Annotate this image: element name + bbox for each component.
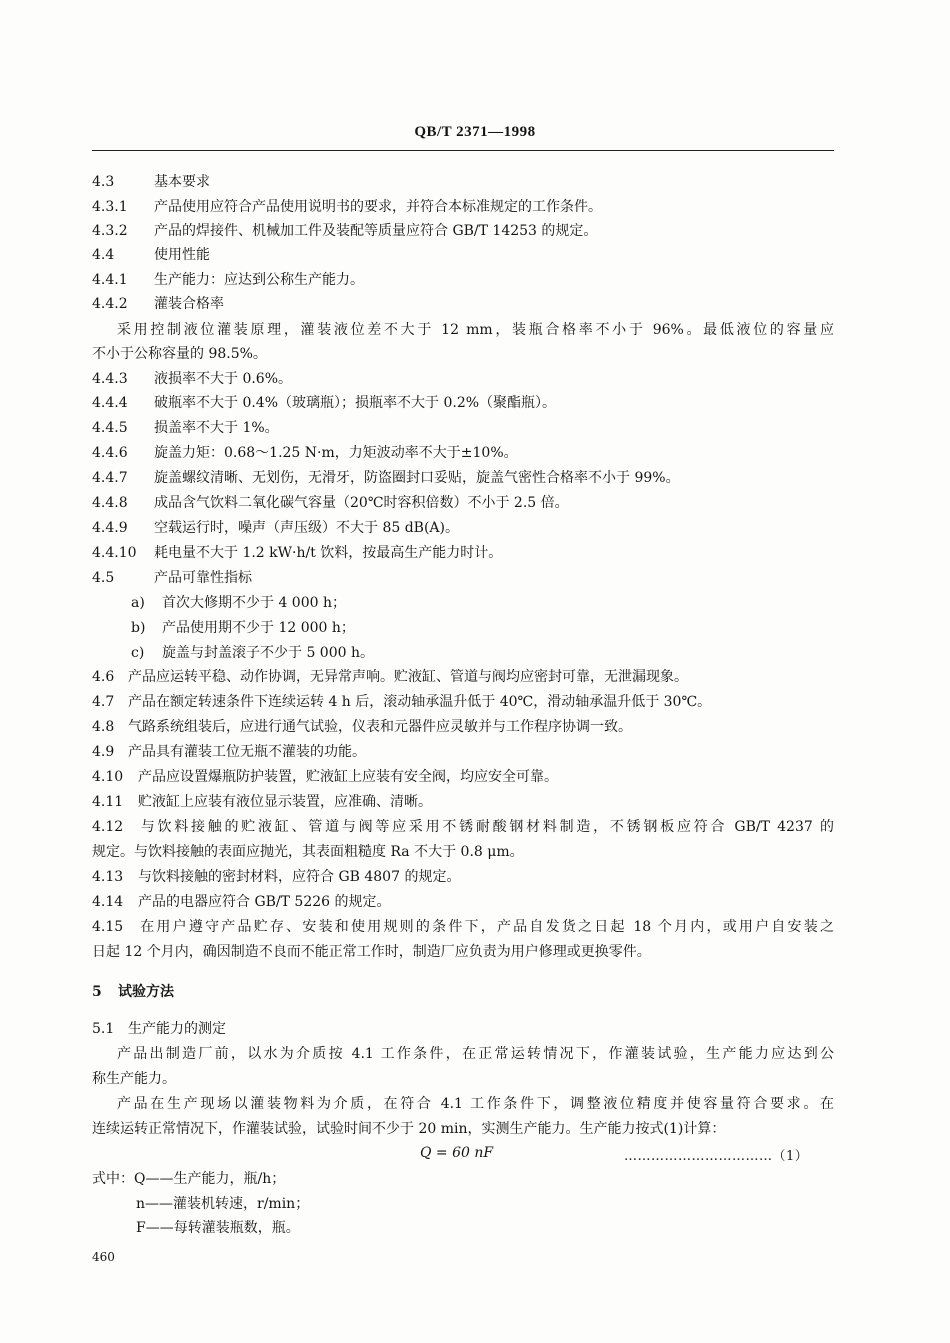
clause-4-6: 4.6 产品应运转平稳、动作协调，无异常声响。贮液缸、管道与阀均应密封可靠，无泄漏现象。 (92, 669, 688, 685)
clause-4-11: 4.11 贮液缸上应装有液位显示装置，应准确、清晰。 (92, 794, 432, 810)
clause-4-15: 4.15 在用户遵守产品贮存、安装和使用规则的条件下，产品自发货之日起 18 个月内，或用户自安装之 (92, 919, 834, 935)
clause-4-4-7: 4.4.7 旋盖螺纹清晰、无划伤，无滑牙，防盗圈封口妥贴，旋盖气密性合格率不小于 99%。 (92, 470, 680, 486)
clause-4-9: 4.9 产品具有灌装工位无瓶不灌装的功能。 (92, 744, 366, 760)
clause-4-14: 4.14 产品的电器应符合 GB/T 5226 的规定。 (92, 894, 391, 910)
clause-5-1-para2: 产品在生产现场以灌装物料为介质，在符合 4.1 工作条件下，调整液位精度并使容量符合要求。在 (117, 1096, 834, 1112)
equation-number: （1） (772, 1149, 809, 1164)
clause-4-13: 4.13 与饮料接触的密封材料，应符合 GB 4807 的规定。 (92, 869, 461, 885)
clause-4-4-6: 4.4.6 旋盖力矩：0.68～1.25 N·m，力矩波动率不大于±10%。 (92, 445, 518, 461)
header-rule (92, 150, 834, 151)
clause-4-4: 4.4 使用性能 (92, 247, 210, 263)
definition-f: F——每转灌装瓶数，瓶。 (136, 1220, 300, 1236)
clause-4-4-2-body: 采用控制液位灌装原理，灌装液位差不大于 12 mm，装瓶合格率不小于 96%。最低液位的容量应 (117, 322, 834, 338)
definition-q: 式中：Q——生产能力，瓶/h； (92, 1171, 286, 1187)
clause-4-12: 4.12 与饮料接触的贮液缸、管道与阀等应采用不锈耐酸钢材料制造，不锈钢板应符合 GB/T 4237 的 (92, 819, 834, 835)
section-5-heading: 5 试验方法 (92, 984, 174, 1000)
clause-4-7: 4.7 产品在额定转速条件下连续运转 4 h 后，滚动轴承温升低于 40℃，滑动轴承温升低于 30℃。 (92, 694, 712, 710)
standard-code-header: QB/T 2371—1998 (414, 124, 536, 140)
definition-n: n——灌装机转速，r/min； (136, 1196, 310, 1212)
clause-5-1-para1-cont: 称生产能力。 (92, 1071, 176, 1087)
clause-4-3-2: 4.3.2 产品的焊接件、机械加工件及装配等质量应符合 GB/T 14253 的规定。 (92, 223, 598, 239)
list-item-b: b) 产品使用期不少于 12 000 h； (131, 620, 355, 636)
clause-4-3-1: 4.3.1 产品使用应符合产品使用说明书的要求，并符合本标准规定的工作条件。 (92, 199, 602, 215)
clause-4-4-5: 4.4.5 损盖率不大于 1%。 (92, 420, 279, 436)
clause-4-4-4: 4.4.4 破瓶率不大于 0.4%（玻璃瓶）；损瓶率不大于 0.2%（聚酯瓶）。 (92, 395, 557, 411)
equation-formula: Q = 60 nF (420, 1145, 494, 1161)
clause-4-4-8: 4.4.8 成品含气饮料二氧化碳气容量（20℃时容积倍数）不小于 2.5 倍。 (92, 495, 569, 511)
list-item-a: a) 首次大修期不少于 4 000 h； (131, 595, 346, 611)
list-item-c: c) 旋盖与封盖滚子不少于 5 000 h。 (131, 645, 374, 661)
clause-4-15-cont: 日起 12 个月内，确因制造不良而不能正常工作时，制造厂应负责为用户修理或更换零件。 (92, 944, 651, 960)
clause-4-4-9: 4.4.9 空载运行时，噪声（声压级）不大于 85 dB(A)。 (92, 520, 459, 536)
clause-5-1: 5.1 生产能力的测定 (92, 1021, 226, 1037)
clause-4-4-1: 4.4.1 生产能力：应达到公称生产能力。 (92, 272, 364, 288)
clause-4-8: 4.8 气路系统组装后，应进行通气试验，仪表和元器件应灵敏并与工作程序协调一致。 (92, 719, 632, 735)
clause-4-4-10: 4.4.10 耗电量不大于 1.2 kW·h/t 饮料，按最高生产能力时计。 (92, 545, 503, 561)
clause-4-3: 4.3 基本要求 (92, 174, 210, 190)
clause-4-4-3: 4.4.3 液损率不大于 0.6%。 (92, 371, 293, 387)
clause-5-1-para2-cont: 连续运转正常情况下，作灌装试验，试验时间不少于 20 min，实测生产能力。生产能力按式(1)计算： (92, 1121, 726, 1137)
clause-4-12-cont: 规定。与饮料接触的表面应抛光，其表面粗糙度 Ra 不大于 0.8 μm。 (92, 844, 524, 860)
clause-5-1-para1: 产品出制造厂前，以水为介质按 4.1 工作条件，在正常运转情况下，作灌装试验，生产能力应达到公 (117, 1046, 834, 1062)
clause-4-10: 4.10 产品应设置爆瓶防护装置，贮液缸上应装有安全阀，均应安全可靠。 (92, 769, 558, 785)
clause-4-4-2-body-cont: 不小于公称容量的 98.5%。 (92, 346, 267, 362)
page-number: 460 (92, 1250, 115, 1264)
equation-leader: ……………………………（1） (624, 1149, 809, 1164)
clause-4-5: 4.5 产品可靠性指标 (92, 570, 252, 586)
clause-4-4-2: 4.4.2 灌装合格率 (92, 296, 224, 312)
